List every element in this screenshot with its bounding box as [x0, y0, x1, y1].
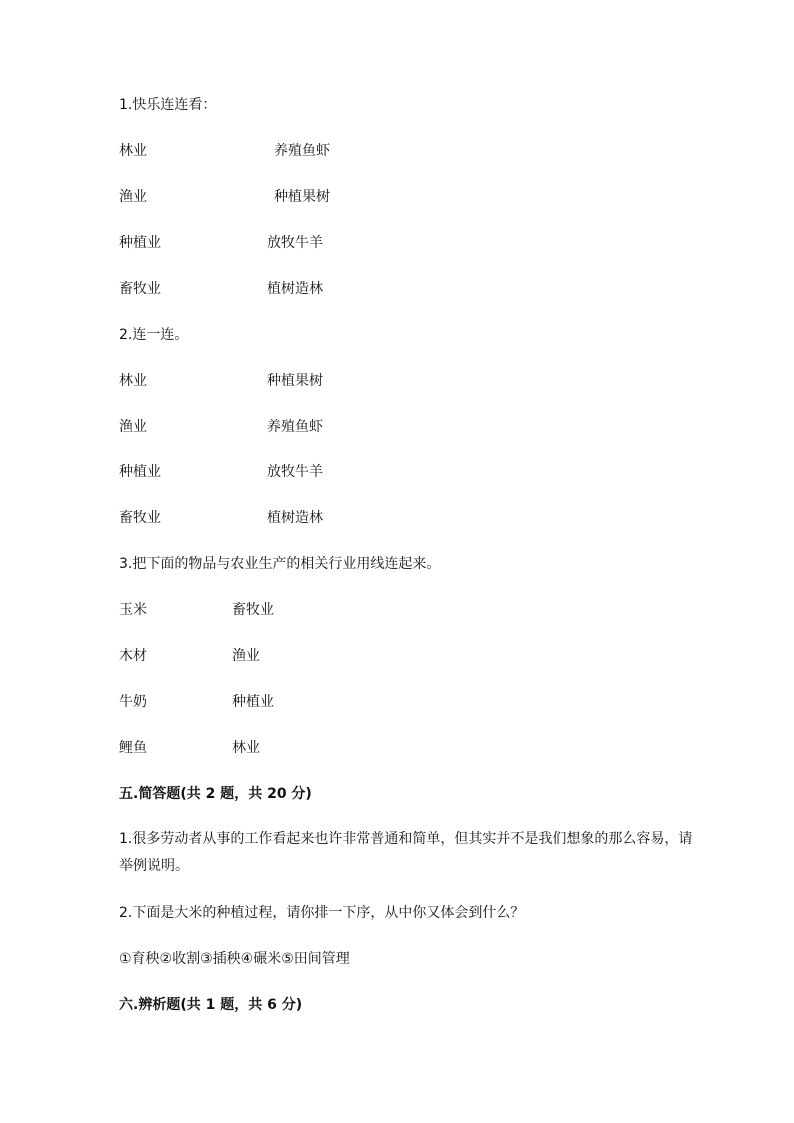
q1-right-item: 种植果树 — [274, 189, 330, 205]
q3-heading: 3.把下面的物品与农业生产的相关行业用线连起来。 — [119, 556, 441, 572]
q2-left-item: 种植业 — [119, 464, 161, 480]
section5-question-2-steps: ①育秧②收割③插秧④碾米⑤田间管理 — [119, 951, 350, 967]
q2-right-item: 植树造林 — [267, 510, 323, 526]
q2-right-item: 种植果树 — [267, 373, 323, 389]
q1-left-item: 林业 — [119, 143, 147, 159]
q3-left-item: 鲤鱼 — [119, 740, 147, 756]
q2-left-item: 渔业 — [119, 419, 147, 435]
section5-question-1: 1.很多劳动者从事的工作看起来也许非常普通和简单，但其实并不是我们想象的那么容易，请举例说明。 — [119, 831, 693, 874]
q2-right-item: 养殖鱼虾 — [267, 419, 323, 435]
section5-question-2: 2.下面是大米的种植过程，请你排一下序，从中你又体会到什么？ — [119, 905, 525, 921]
q2-right-item: 放牧牛羊 — [267, 464, 323, 480]
section6-heading: 六.辨析题(共 1 题，共 6 分) — [119, 997, 303, 1013]
q3-right-item: 种植业 — [232, 694, 274, 710]
q2-left-item: 畜牧业 — [119, 510, 161, 526]
q3-left-item: 木材 — [119, 648, 147, 664]
q2-left-item: 林业 — [119, 373, 147, 389]
section5-heading: 五.简答题(共 2 题，共 20 分) — [119, 786, 312, 802]
q3-right-item: 渔业 — [232, 648, 260, 664]
q1-left-item: 畜牧业 — [119, 281, 161, 297]
q3-left-item: 牛奶 — [119, 694, 147, 710]
q3-right-item: 林业 — [232, 740, 260, 756]
q1-right-item: 放牧牛羊 — [267, 235, 323, 251]
q1-left-item: 渔业 — [119, 189, 147, 205]
q3-left-item: 玉米 — [119, 602, 147, 618]
q1-right-item: 养殖鱼虾 — [274, 143, 330, 159]
q2-heading: 2.连一连。 — [119, 327, 189, 343]
q1-heading: 1.快乐连连看： — [119, 97, 217, 113]
q3-right-item: 畜牧业 — [232, 602, 274, 618]
q1-right-item: 植树造林 — [267, 281, 323, 297]
q1-left-item: 种植业 — [119, 235, 161, 251]
